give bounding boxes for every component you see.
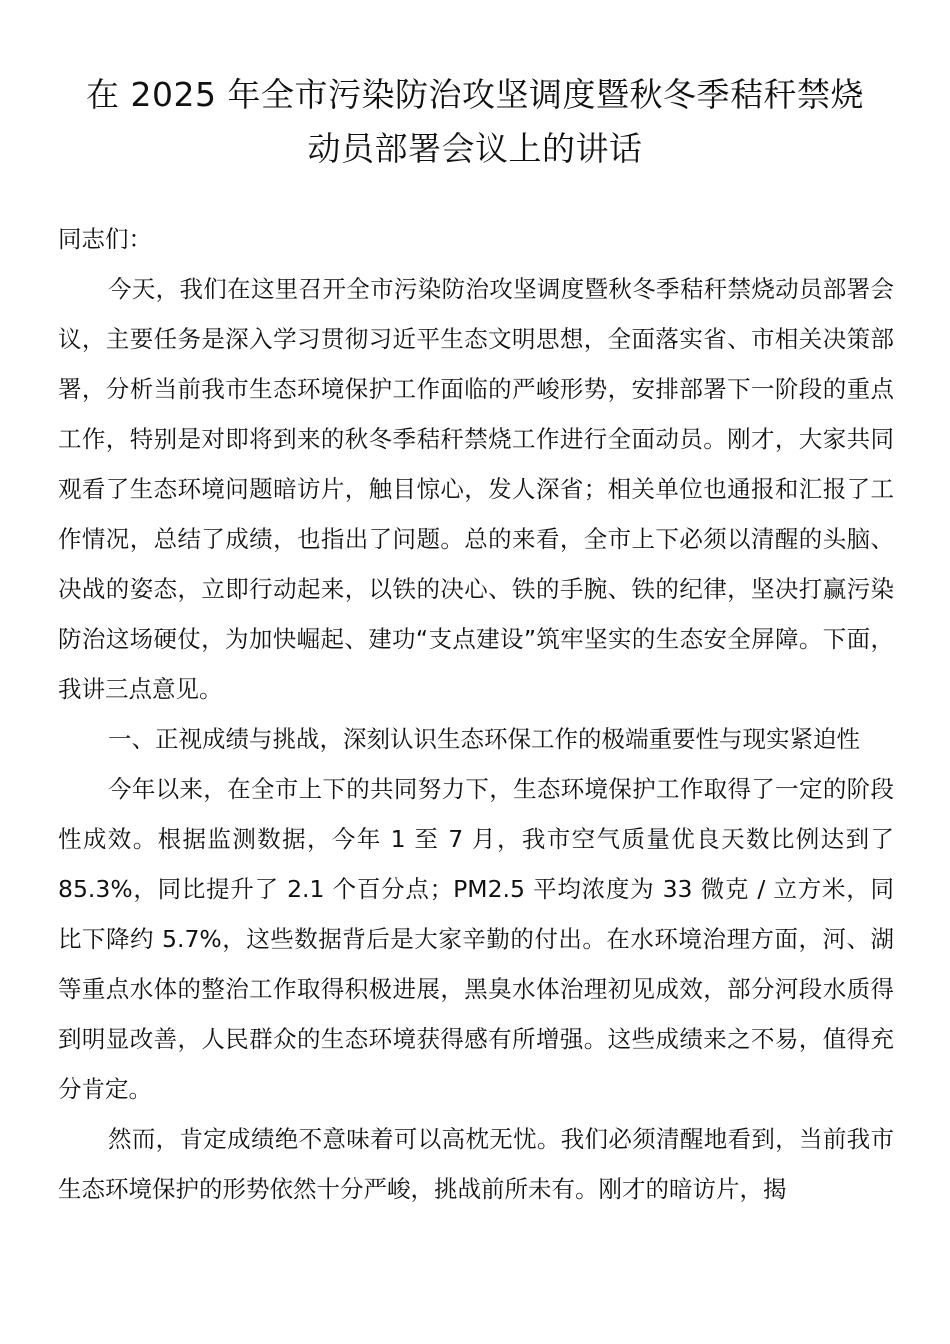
- section-heading-1: 一、正视成绩与挑战，深刻认识生态环保工作的极端重要性与现实紧迫性: [108, 725, 860, 753]
- title-line-1: 在 2025 年全市污染防治攻坚调度暨秋冬季秸秆禁烧: [86, 75, 864, 114]
- paragraph-achievements: 今年以来，在全市上下的共同努力下，生态环境保护工作取得了一定的阶段性成效。根据监测数据，今年 1 至 7 月，我市空气质量优良天数比例达到了 85.3%，同比提升了 2.1 个百分点；PM2.5 平均浓度为 33 微克 / 立方米，同比下降约 5.7%，这些数据背后是大家辛勤的付出。在水环境治理方面，河、湖等重点水体的整治工作取得积极进展，黑臭水体治理初见成效，部分河段水质得到明显改善，人民群众的生态环境获得感有所增强。这些成绩来之不易，值得充分肯定。: [58, 775, 894, 1103]
- paragraph-challenges: 然而，肯定成绩绝不意味着可以高枕无忧。我们必须清醒地看到，当前我市生态环境保护的形势依然十分严峻，挑战前所未有。刚才的暗访片，揭: [58, 1125, 894, 1203]
- document-title: [40, 68, 910, 176]
- paragraph-intro: 今天，我们在这里召开全市污染防治攻坚调度暨秋冬季秸秆禁烧动员部署会议，主要任务是深入学习贯彻习近平生态文明思想，全面落实省、市相关决策部署，分析当前我市生态环境保护工作面临的严峻形势，安排部署下一阶段的重点工作，特别是对即将到来的秋冬季秸秆禁烧工作进行全面动员。刚才，大家共同观看了生态环境问题暗访片，触目惊心，发人深省；相关单位也通报和汇报了工作情况，总结了成绩，也指出了问题。总的来看，全市上下必须以清醒的头脑、决战的姿态，立即行动起来，以铁的决心、铁的手腕、铁的纪律，坚决打赢污染防治这场硬仗，为加快崛起、建功“支点建设”筑牢坚实的生态安全屏障。下面，我讲三点意见。: [58, 275, 894, 703]
- title-line-2: 动员部署会议上的讲话: [307, 129, 643, 168]
- document-body: [58, 214, 894, 1214]
- salutation: 同志们：: [58, 225, 152, 253]
